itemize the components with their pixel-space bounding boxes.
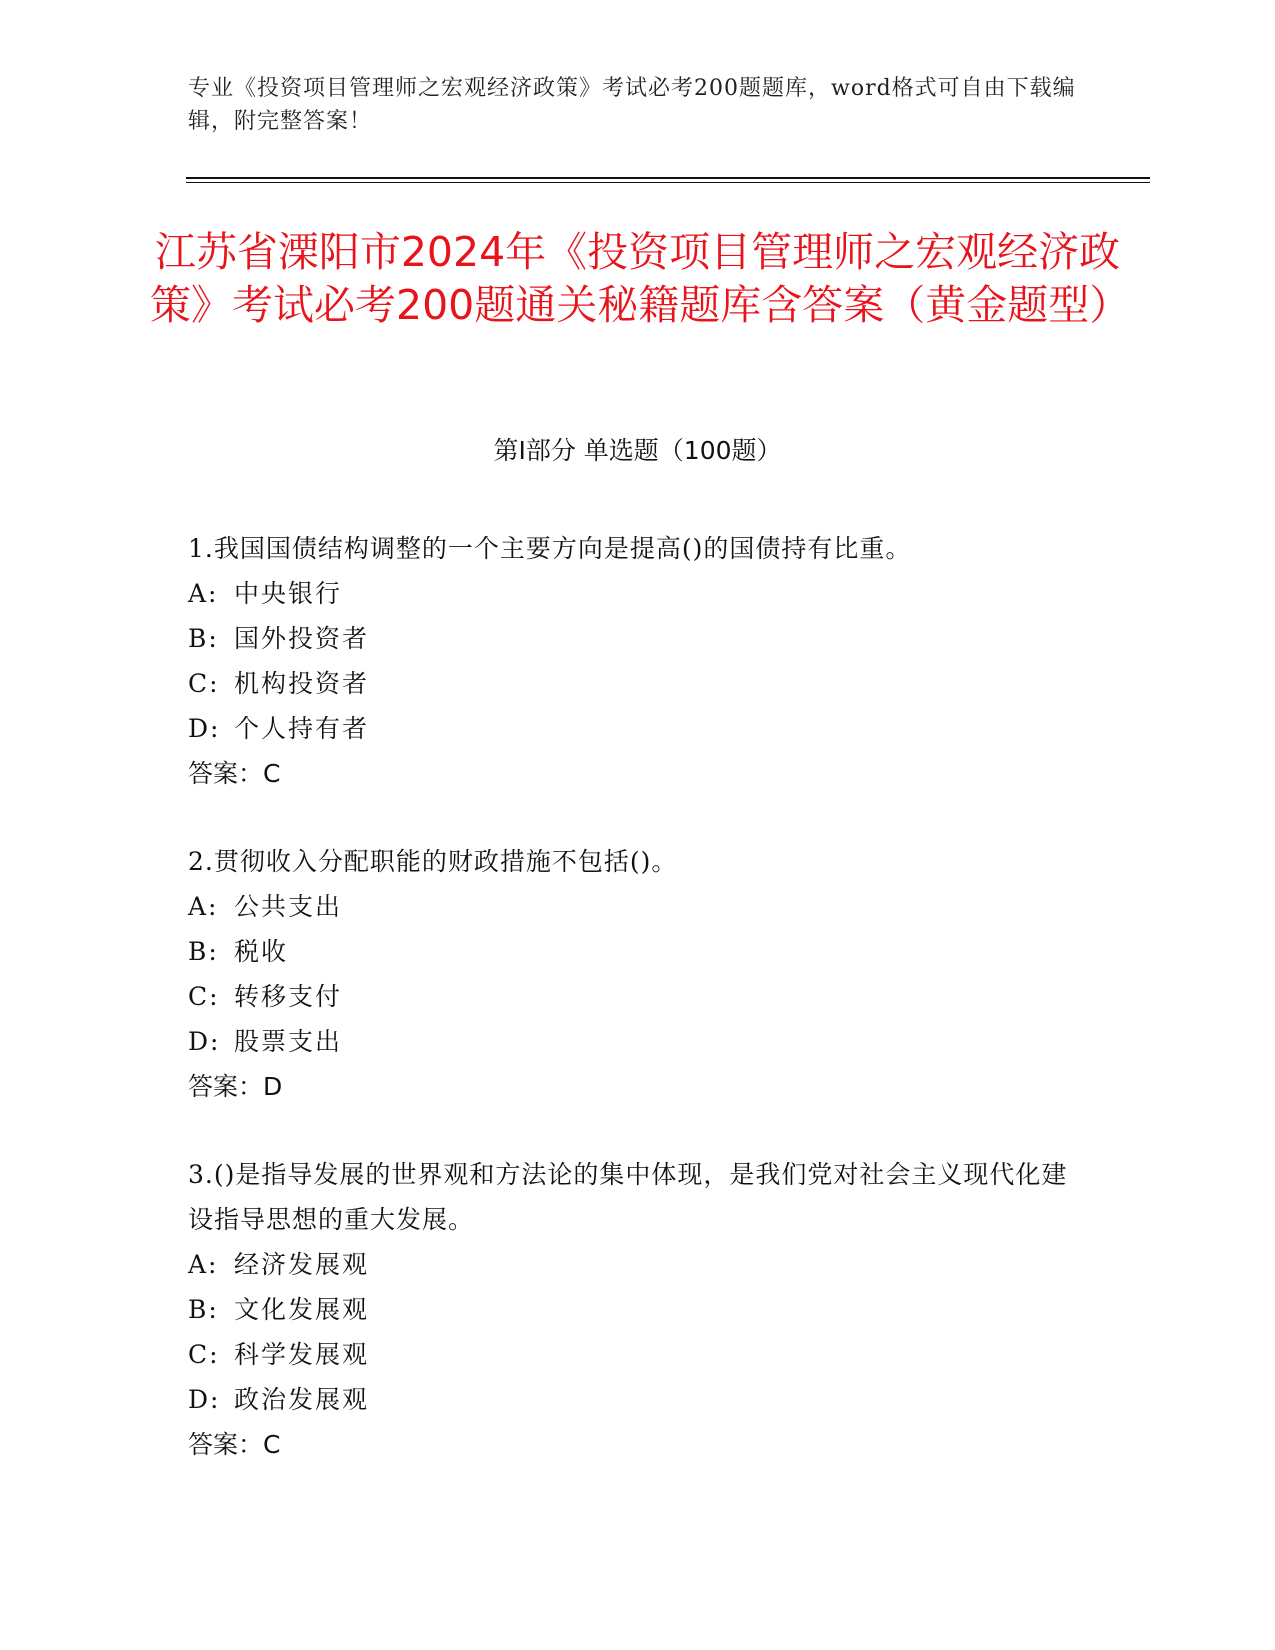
option-text: 中央银行 <box>234 579 343 608</box>
option-a <box>188 884 1088 929</box>
option-b <box>188 616 1088 661</box>
option-key: C: <box>188 1340 220 1369</box>
option-text: 转移支付 <box>234 982 343 1011</box>
question-2 <box>188 839 1088 1109</box>
question-text: 3.()是指导发展的世界观和方法论的集中体现，是我们党对社会主义现代化建设指导思想的重大发展。 <box>188 1160 1068 1234</box>
option-key: C: <box>188 669 220 698</box>
option-key: D: <box>188 1027 221 1056</box>
answer-line: 答案：C <box>188 759 281 788</box>
option-text: 科学发展观 <box>234 1340 370 1369</box>
option-key: A: <box>188 1250 219 1279</box>
option-a <box>188 1242 1088 1287</box>
option-key: A: <box>188 892 219 921</box>
option-b <box>188 1287 1088 1332</box>
option-text: 机构投资者 <box>234 669 370 698</box>
option-key: B: <box>188 1295 219 1324</box>
document-title: 江苏省溧阳市2024年《投资项目管理师之宏观经济政策》考试必考200题通关秘籍题库含答案（黄金题型） <box>150 228 1131 329</box>
question-list <box>188 526 1088 1510</box>
option-key: A: <box>188 579 219 608</box>
option-text: 公共支出 <box>234 892 343 921</box>
option-a <box>188 571 1088 616</box>
question-text: 2.贯彻收入分配职能的财政措施不包括()。 <box>188 847 678 876</box>
section-title: 第I部分 单选题（100题） <box>493 436 782 465</box>
answer-line: 答案：D <box>188 1072 283 1101</box>
option-d <box>188 706 1088 751</box>
option-text: 税收 <box>234 937 289 966</box>
option-c <box>188 661 1088 706</box>
question-3 <box>188 1152 1088 1467</box>
header-rule-thick <box>186 177 1150 179</box>
option-text: 股票支出 <box>234 1027 343 1056</box>
option-key: D: <box>188 714 221 743</box>
option-key: B: <box>188 624 219 653</box>
option-d <box>188 1377 1088 1422</box>
answer-line: 答案：C <box>188 1430 281 1459</box>
option-text: 经济发展观 <box>234 1250 370 1279</box>
option-text: 政治发展观 <box>234 1385 370 1414</box>
option-d <box>188 1019 1088 1064</box>
header-note: 专业《投资项目管理师之宏观经济政策》考试必考200题题库，word格式可自由下载编辑，附完整答案！ <box>188 76 1076 134</box>
option-text: 文化发展观 <box>234 1295 370 1324</box>
option-c <box>188 1332 1088 1377</box>
question-1 <box>188 526 1088 796</box>
option-key: C: <box>188 982 220 1011</box>
option-text: 国外投资者 <box>234 624 370 653</box>
option-key: D: <box>188 1385 221 1414</box>
option-c <box>188 974 1088 1019</box>
header-rule-thin <box>186 182 1150 183</box>
option-b <box>188 929 1088 974</box>
option-text: 个人持有者 <box>234 714 370 743</box>
question-text: 1.我国国债结构调整的一个主要方向是提高()的国债持有比重。 <box>188 534 912 563</box>
option-key: B: <box>188 937 219 966</box>
